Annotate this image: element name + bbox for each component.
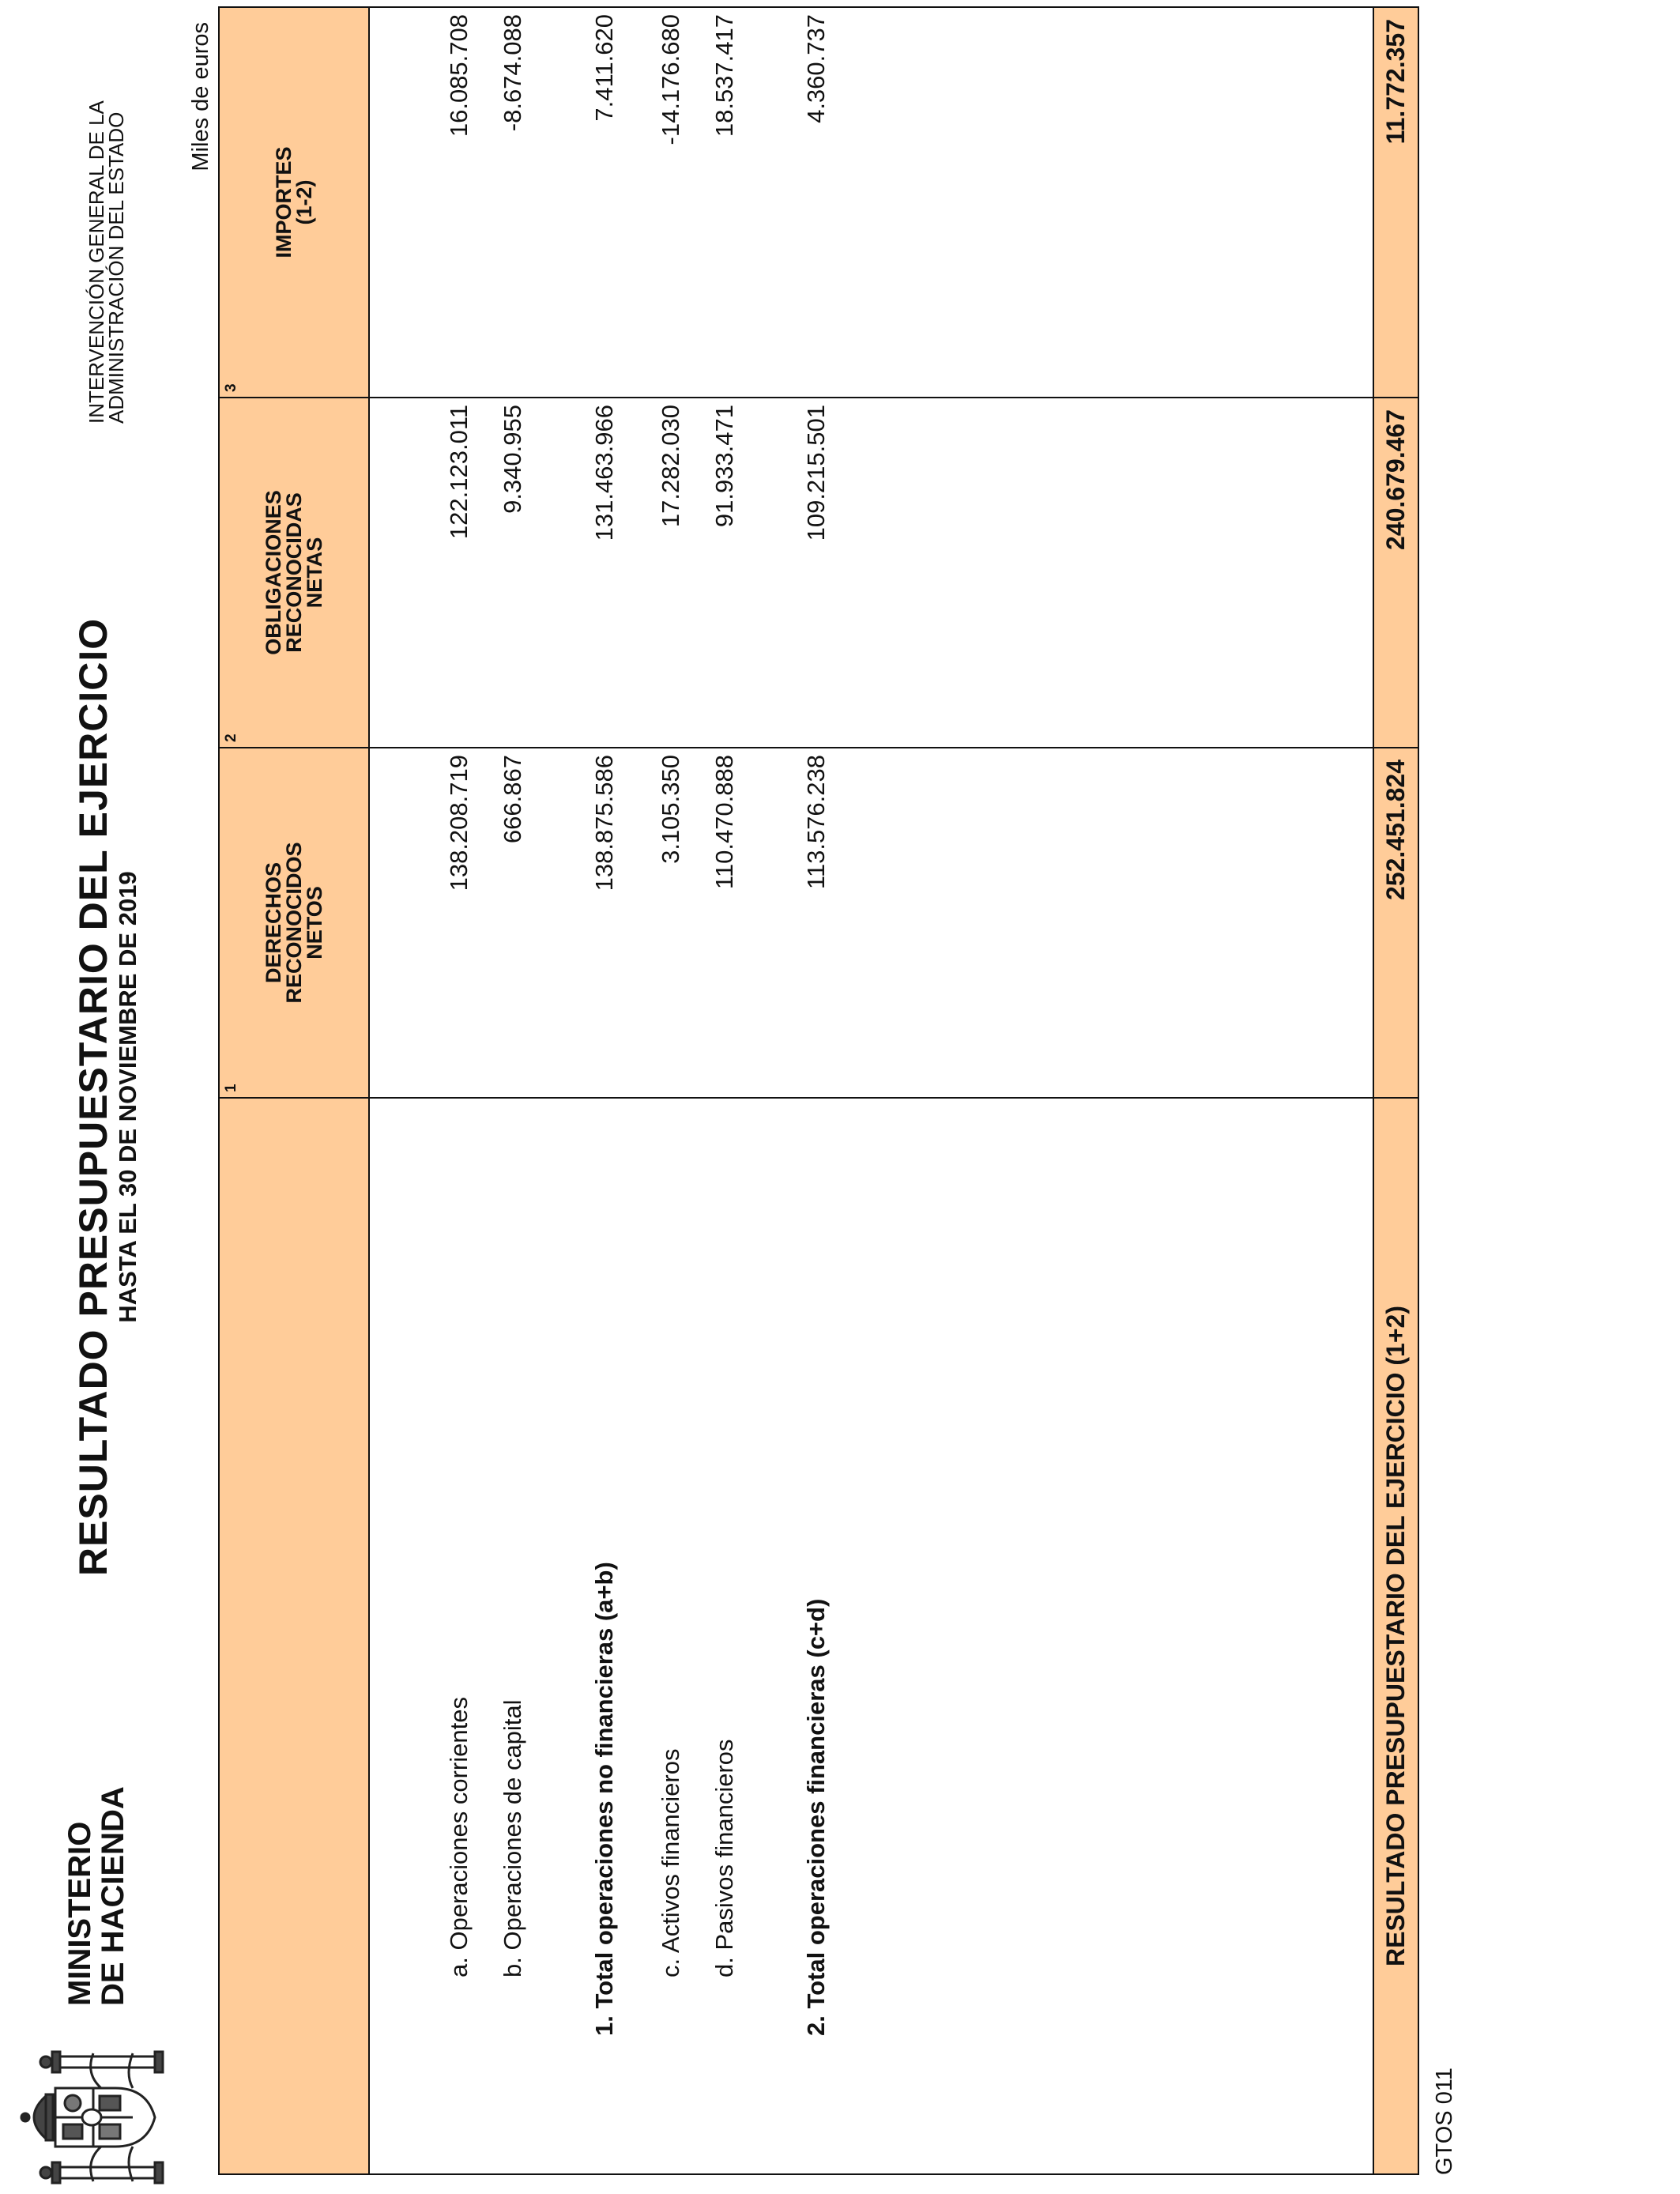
total-importes: 11.772.357 — [1373, 7, 1418, 398]
derechos-value: 113.576.238 — [802, 755, 830, 890]
total-obligaciones: 240.679.467 — [1373, 398, 1418, 748]
obligaciones-value: 17.282.030 — [657, 405, 684, 528]
issuer-line-1: INTERVENCIÓN GENERAL DE LA — [85, 100, 108, 424]
importes-value: 16.085.708 — [445, 14, 473, 138]
column-header-line: NETAS — [303, 537, 326, 609]
table-row — [499, 1099, 526, 2173]
derechos-value: 138.208.719 — [445, 755, 473, 892]
obligaciones-value: 131.463.966 — [590, 405, 618, 541]
form-code: GTOS 011 — [1432, 2068, 1457, 2175]
issuer-name — [87, 100, 126, 424]
column-header-line: IMPORTES — [272, 146, 296, 258]
importes-values-cell — [369, 7, 1373, 398]
derechos-value: 110.470.888 — [710, 755, 738, 890]
column-header-line: OBLIGACIONES — [262, 490, 285, 655]
importes-value: 7.411.620 — [590, 14, 618, 122]
derechos-value: 3.105.350 — [657, 755, 684, 864]
column-header-derechos — [219, 748, 369, 1098]
column-number: 1 — [223, 1084, 239, 1092]
header-label-cell — [219, 1098, 369, 2174]
report-subtitle: HASTA EL 30 DE NOVIEMBRE DE 2019 — [114, 871, 141, 1323]
ministry-line-1: MINISTERIO — [62, 1821, 97, 2006]
row-label: 1. Total operaciones no financieras (a+b) — [590, 1562, 618, 2036]
total-derechos: 252.451.824 — [1373, 748, 1418, 1098]
obligaciones-value: 122.123.011 — [445, 405, 473, 540]
table-body-row — [369, 7, 1373, 2174]
row-label: d. Pasivos financieros — [710, 1739, 738, 1977]
column-number: 2 — [223, 733, 239, 742]
importes-value: -8.674.088 — [499, 14, 526, 132]
obligaciones-value: 91.933.471 — [710, 405, 738, 528]
report-title: RESULTADO PRESUPUESTARIO DEL EJERCICIO — [71, 617, 115, 1577]
obligaciones-value: 9.340.955 — [499, 405, 526, 514]
column-header-importes — [219, 7, 369, 398]
obligaciones-values-cell — [369, 398, 1373, 748]
importes-value: -14.176.680 — [657, 14, 684, 145]
issuer-line-2: ADMINISTRACIÓN DEL ESTADO — [104, 111, 128, 424]
ministry-line-2: DE HACIENDA — [96, 1786, 130, 2006]
derechos-value: 138.875.586 — [590, 755, 618, 892]
table-header-row — [219, 7, 369, 2174]
total-row — [1373, 7, 1418, 2174]
importes-value: 4.360.737 — [802, 14, 830, 123]
derechos-values-cell — [369, 748, 1373, 1098]
table-row — [803, 1099, 830, 2173]
derechos-value: 666.867 — [499, 755, 526, 844]
row-label: c. Activos financieros — [657, 1748, 684, 1977]
labels-cell — [369, 1098, 1373, 2174]
importes-value: 18.537.417 — [710, 14, 738, 138]
total-label: RESULTADO PRESUPUESTARIO DEL EJERCICIO (1+2) — [1373, 1098, 1418, 2174]
column-header-line: RECONOCIDAS — [282, 492, 306, 653]
column-header-obligaciones — [219, 398, 369, 748]
row-label: a. Operaciones corrientes — [445, 1697, 473, 1977]
row-label: b. Operaciones de capital — [499, 1699, 526, 1977]
units-label: Miles de euros — [188, 22, 213, 172]
column-number: 3 — [223, 383, 239, 392]
column-header-line: (1-2) — [292, 179, 316, 225]
budget-result-table — [218, 6, 1419, 2175]
table-row — [711, 1099, 738, 2173]
row-label: 2. Total operaciones financieras (c+d) — [802, 1598, 830, 2036]
table-row — [446, 1099, 473, 2173]
table-row — [591, 1099, 618, 2173]
column-header-line: NETOS — [303, 886, 326, 959]
column-header-line: RECONOCIDOS — [282, 842, 306, 1004]
obligaciones-value: 109.215.501 — [802, 405, 830, 541]
column-header-line: DERECHOS — [262, 861, 285, 984]
table-row — [657, 1099, 684, 2173]
